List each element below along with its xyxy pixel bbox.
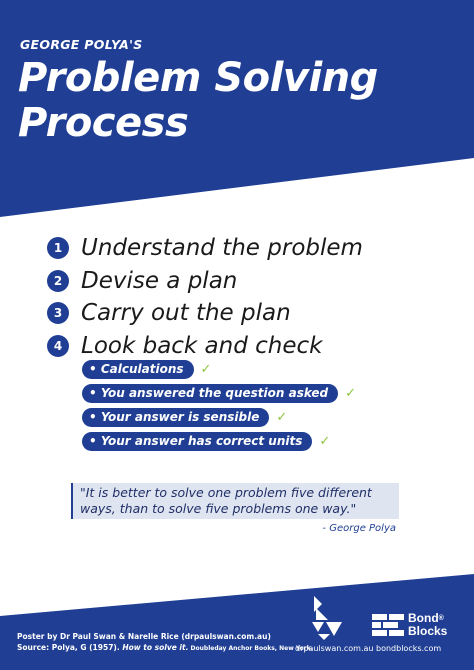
step-text: Look back and check: [81, 333, 323, 359]
bondblocks-website: bondblocks.com: [376, 644, 442, 653]
registered-mark: ®: [438, 615, 444, 622]
title-line-2: Process: [18, 100, 189, 146]
step-text: Devise a plan: [81, 268, 238, 294]
checklist-item-units: [82, 432, 330, 451]
checklist-pill: • You answered the question asked: [82, 384, 338, 403]
checklist-item-sensible: [82, 408, 287, 427]
quote-text: "It is better to solve one problem five different ways, than to solve five problems one way.": [80, 485, 372, 516]
step-number-badge: 3: [47, 302, 69, 324]
credit-line: Poster by Dr Paul Swan & Narelle Rice (drpaulswan.com.au): [17, 632, 271, 641]
source-publisher: Doubleday Anchor Books, New York.: [188, 645, 314, 652]
bondblocks-logo-line2: Blocks: [408, 624, 448, 638]
checklist-item-question-answered: [82, 384, 356, 403]
header-subtitle: GEORGE POLYA'S: [20, 37, 143, 52]
checkmark-icon: ✓: [319, 434, 331, 449]
step-number-badge: 4: [47, 335, 69, 357]
step-3: [47, 300, 291, 326]
step-number-badge: 1: [47, 237, 69, 259]
page-title: [18, 56, 378, 146]
bondblocks-logo-line1: Bond: [408, 611, 439, 625]
step-1: [47, 235, 363, 261]
checklist-item-calculations: [82, 360, 211, 379]
source-line: [17, 642, 313, 654]
step-2: [47, 268, 237, 294]
checkmark-icon: ✓: [276, 410, 288, 425]
quote-accent-bar: [71, 483, 73, 519]
step-number-badge: 2: [47, 270, 69, 292]
source-title: How to solve it.: [122, 643, 189, 652]
poster-credit: [17, 631, 313, 654]
bondblocks-logo-text: [408, 612, 447, 638]
step-4: [47, 333, 322, 359]
step-text: Understand the problem: [81, 235, 363, 261]
drpaulswan-website: drpaulswan.com.au: [295, 644, 374, 653]
title-line-1: Problem Solving: [18, 55, 378, 101]
checklist-pill: • Calculations: [82, 360, 194, 379]
step-text: Carry out the plan: [81, 300, 291, 326]
source-prefix: Source: Polya, G (1957).: [17, 643, 123, 652]
drpaulswan-logo-icon: [308, 596, 346, 640]
bondblocks-logo-icon: [372, 614, 406, 642]
quote-author: - George Polya: [322, 523, 396, 534]
checklist-pill: • Your answer is sensible: [82, 408, 269, 427]
checklist-pill: • Your answer has correct units: [82, 432, 312, 451]
checkmark-icon: ✓: [200, 362, 212, 377]
checkmark-icon: ✓: [345, 386, 357, 401]
